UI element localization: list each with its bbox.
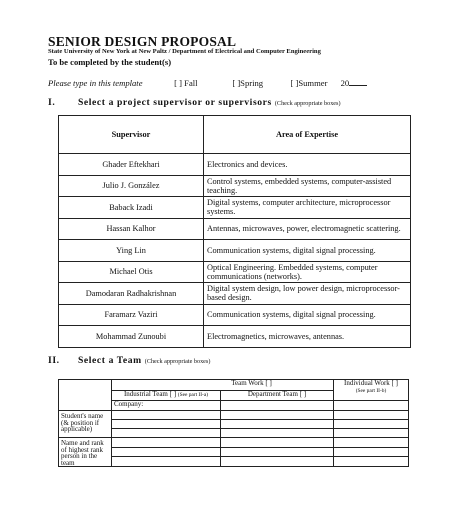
rank-cell[interactable] <box>221 457 334 467</box>
supervisor-row[interactable] <box>59 175 411 197</box>
year-blank[interactable] <box>349 76 367 86</box>
student-name-cell[interactable] <box>112 429 221 438</box>
student-name-cell[interactable] <box>112 420 221 429</box>
template-prompt: Please type in this template <box>48 78 143 88</box>
student-name-cell[interactable] <box>221 411 334 420</box>
supervisor-name: Ying Lin <box>59 240 204 262</box>
industrial-see-note: (See part II-a) <box>177 392 209 398</box>
student-name-cell[interactable] <box>221 420 334 429</box>
semester-row <box>48 76 367 88</box>
individual-see-note: (See part II-b) <box>355 387 387 394</box>
supervisor-column-header: Supervisor <box>59 116 204 154</box>
department-company-cell[interactable] <box>221 401 334 411</box>
supervisor-row[interactable] <box>59 304 411 326</box>
institution-subtitle: State University of New York at New Paltz / Department of Electrical and Computer Engineering <box>48 48 321 55</box>
supervisor-expertise: Digital system design, low power design, microprocessor-based design. <box>204 283 411 305</box>
page-title: SENIOR DESIGN PROPOSAL <box>48 34 237 49</box>
supervisor-expertise: Optical Engineering. Embedded systems, computer communications (networks). <box>204 261 411 283</box>
section-2-heading <box>48 355 210 366</box>
supervisor-expertise: Digital systems, computer architecture, microprocessor systems. <box>204 197 411 219</box>
supervisor-expertise: Antennas, microwaves, power, electromagnetic scattering. <box>204 218 411 240</box>
supervisor-expertise: Communication systems, digital signal processing. <box>204 304 411 326</box>
student-name-cell[interactable] <box>112 411 221 420</box>
rank-cell[interactable] <box>334 438 409 448</box>
student-name-cell[interactable] <box>334 420 409 429</box>
rank-cell[interactable] <box>112 438 221 448</box>
supervisor-expertise: Control systems, embedded systems, computer-assisted teaching. <box>204 175 411 197</box>
student-name-label: Student's name (& position if applicable) <box>59 411 112 438</box>
supervisor-row[interactable] <box>59 154 411 176</box>
expertise-column-header: Area of Expertise <box>204 116 411 154</box>
rank-cell[interactable] <box>112 447 221 457</box>
rank-cell[interactable] <box>112 457 221 467</box>
team-corner-cell <box>59 380 112 411</box>
company-field[interactable]: Company: <box>112 401 221 411</box>
rank-cell[interactable] <box>221 438 334 448</box>
rank-cell[interactable] <box>334 457 409 467</box>
section-1-note: (Check appropriate boxes) <box>274 100 341 107</box>
supervisor-name: Ghader Eftekhari <box>59 154 204 176</box>
rank-cell[interactable] <box>334 447 409 457</box>
supervisor-name: Michael Otis <box>59 261 204 283</box>
individual-work-cell[interactable] <box>334 380 409 401</box>
supervisor-name: Julio J. González <box>59 175 204 197</box>
rank-label: Name and rank of highest rank person in the team <box>59 438 112 467</box>
supervisor-name: Hassan Kalhor <box>59 218 204 240</box>
supervisor-name: Faramarz Vaziri <box>59 304 204 326</box>
supervisor-row[interactable] <box>59 240 411 262</box>
supervisor-expertise: Electromagnetics, microwaves, antennas. <box>204 326 411 348</box>
section-1-title: Select a project supervisor or supervisors <box>78 97 272 108</box>
section-2-note: (Check appropriate boxes) <box>144 358 211 365</box>
industrial-team-cell[interactable] <box>112 391 221 401</box>
supervisor-name: Damodaran Radhakrishnan <box>59 283 204 305</box>
supervisor-row[interactable] <box>59 283 411 305</box>
section-1-number: I. <box>48 97 56 108</box>
student-name-cell[interactable] <box>221 429 334 438</box>
year-field[interactable]: 20 <box>340 78 350 88</box>
individual-work-checkbox[interactable]: Individual Work [ ] <box>344 379 398 387</box>
supervisor-row[interactable] <box>59 218 411 240</box>
fall-checkbox[interactable]: [ ] Fall <box>174 78 198 88</box>
supervisor-expertise: Communication systems, digital signal processing. <box>204 240 411 262</box>
supervisor-expertise: Electronics and devices. <box>204 154 411 176</box>
team-work-checkbox[interactable]: Team Work [ ] <box>112 380 334 391</box>
industrial-team-checkbox[interactable]: Industrial Team [ ] <box>123 390 177 398</box>
supervisor-row[interactable] <box>59 326 411 348</box>
supervisor-name: Mohammad Zunoubi <box>59 326 204 348</box>
rank-cell[interactable] <box>221 447 334 457</box>
supervisor-row[interactable] <box>59 197 411 219</box>
supervisor-name: Baback Izadi <box>59 197 204 219</box>
section-2-title: Select a Team <box>78 355 142 366</box>
student-name-cell[interactable] <box>334 411 409 420</box>
individual-company-cell[interactable] <box>334 401 409 411</box>
student-name-cell[interactable] <box>334 429 409 438</box>
section-2-number: II. <box>48 355 60 366</box>
summer-checkbox[interactable]: [ ]Summer <box>290 78 328 88</box>
department-team-checkbox[interactable]: Department Team [ ] <box>221 391 334 401</box>
spring-checkbox[interactable]: [ ]Spring <box>232 78 264 88</box>
team-table <box>58 379 409 467</box>
supervisor-row[interactable] <box>59 261 411 283</box>
section-1-heading <box>48 97 341 108</box>
supervisor-table <box>58 115 411 348</box>
completed-by-note: To be completed by the student(s) <box>48 57 172 67</box>
